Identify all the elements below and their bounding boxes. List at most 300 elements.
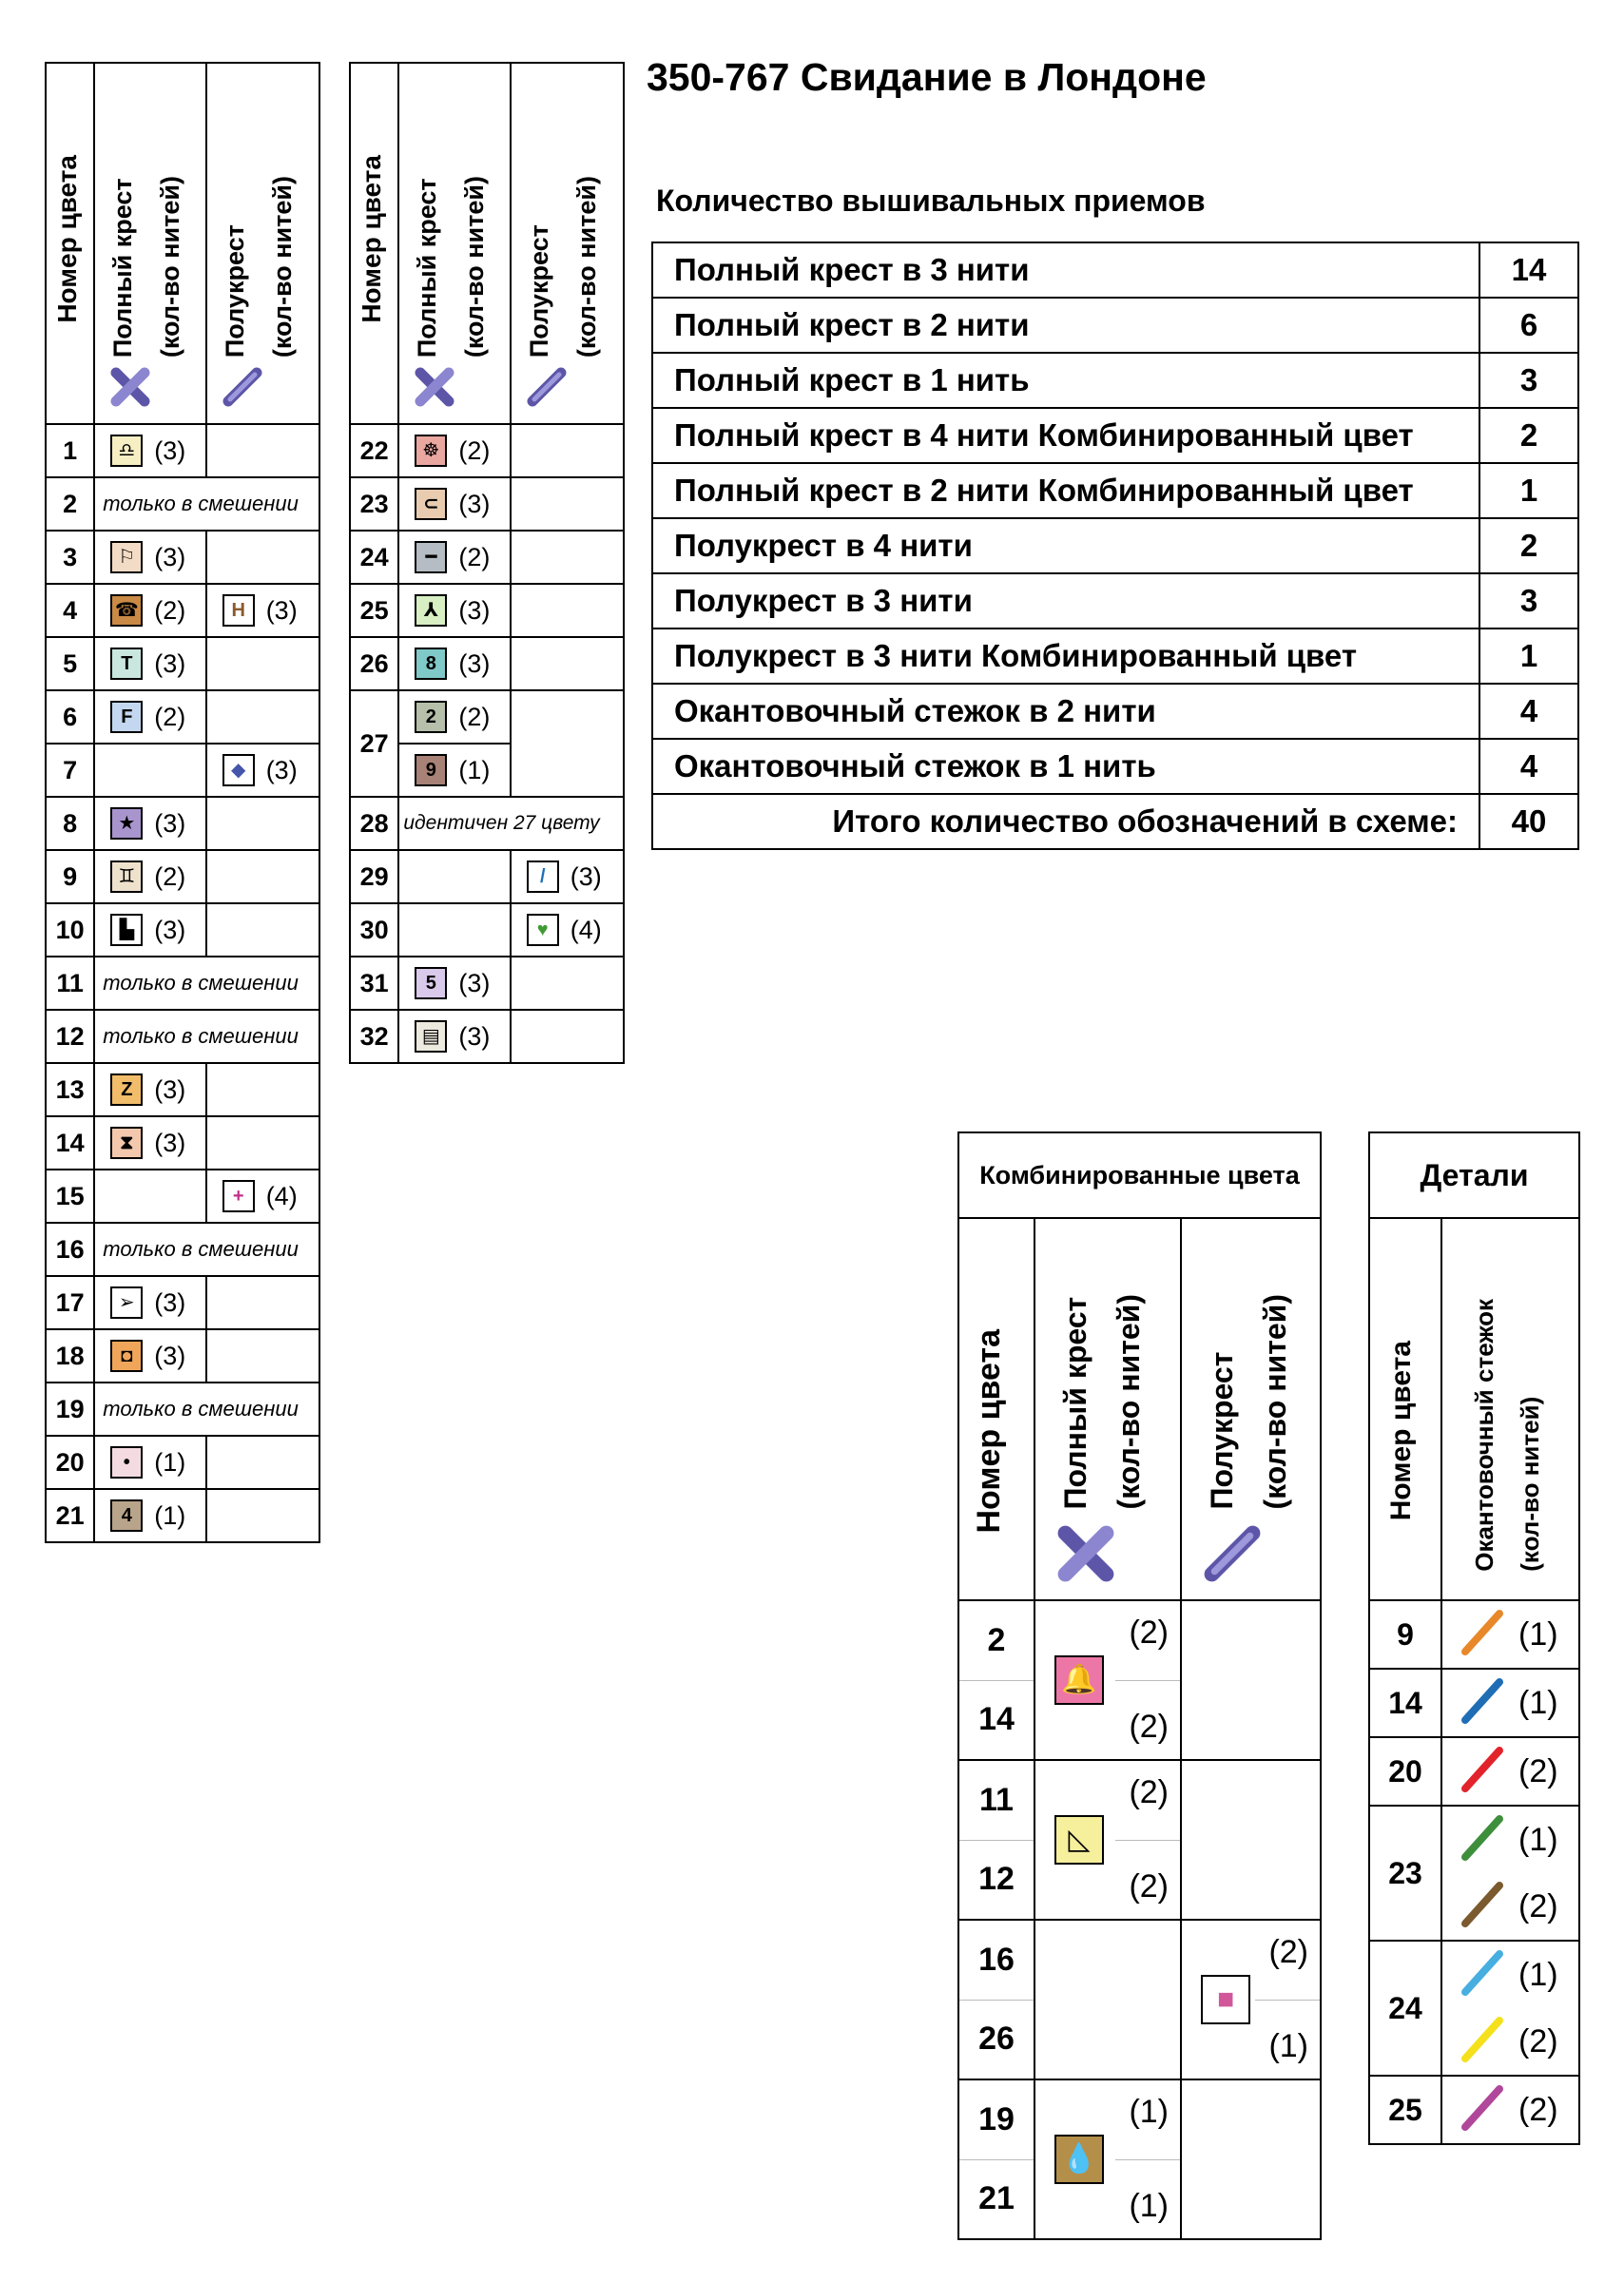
full-cross-text: Полный крест: [108, 178, 138, 358]
technique-label: Полный крест в 1 нить: [652, 353, 1479, 408]
stitch-line-icon: [1456, 1606, 1509, 1664]
half-cross-text: Полукрест: [220, 224, 249, 358]
half-cross-cell: [206, 903, 319, 957]
color-number: 9: [46, 850, 94, 903]
color-row: [46, 1063, 319, 1116]
color-row: [46, 744, 319, 797]
color-number: 14: [958, 1680, 1034, 1760]
combined-symbol: 💧: [1054, 2135, 1104, 2184]
color-number: 16: [46, 1223, 94, 1276]
outline-line: [1442, 1738, 1578, 1805]
combined-row: [958, 1760, 1321, 1840]
detail-row: [1369, 1669, 1579, 1737]
total-value: 40: [1479, 794, 1578, 849]
threads-text: (кол-во нитей): [1516, 1396, 1544, 1572]
color-row: [46, 797, 319, 850]
full-cross-cell: [94, 1116, 205, 1170]
color-number-label: Номер цвета: [52, 155, 82, 323]
symbol-box: ☎: [110, 594, 143, 627]
color-number: 19: [958, 2079, 1034, 2159]
color-row: [46, 1170, 319, 1223]
color-row: [46, 1010, 319, 1063]
color-row: [350, 957, 624, 1010]
symbol-box: ▤: [415, 1020, 447, 1053]
full-cross-combined-cell: [1034, 1760, 1181, 1920]
outline-stitch-cell: [1441, 1737, 1579, 1806]
color-number: 24: [1369, 1941, 1441, 2076]
technique-label: Полный крест в 4 нити Комбинированный цвет: [652, 408, 1479, 463]
combined-symbol: ■: [1201, 1975, 1250, 2024]
thread-count: (1): [1129, 2094, 1169, 2130]
half-cross-cell: [206, 690, 319, 744]
threads-text: (кол-во нитей): [1112, 1293, 1146, 1509]
outline-text: Окантовочный стежок: [1470, 1299, 1498, 1572]
header-row: [46, 63, 319, 424]
count-divider: [1115, 1680, 1180, 1681]
summary-row: [652, 518, 1578, 573]
symbol-box: ━: [415, 541, 447, 573]
half-cross-cell: [511, 1010, 624, 1063]
outline-line: [1442, 1601, 1578, 1668]
symbol-box: ⅄: [415, 594, 447, 627]
threads-text: (кол-во нитей): [156, 175, 185, 358]
half-cross-cell: [511, 957, 624, 1010]
color-number: 14: [1369, 1669, 1441, 1737]
color-number: 28: [350, 797, 398, 850]
color-row: [46, 850, 319, 903]
color-row: [46, 1329, 319, 1383]
full-cross-cell: [398, 1010, 510, 1063]
thread-count: (2): [1518, 2091, 1558, 2128]
technique-count: 6: [1479, 298, 1578, 353]
stitch-line-icon: [1456, 2081, 1509, 2139]
full-cross-cell: [94, 690, 205, 744]
technique-label: Полукрест в 3 нити: [652, 573, 1479, 629]
full-cross-cell: [398, 637, 510, 690]
full-cross-cell: [398, 744, 510, 797]
detail-row: [1369, 1941, 1579, 2076]
outline-line: [1442, 2008, 1578, 2075]
thread-count: (1): [1268, 2028, 1308, 2064]
half-cross-header: [206, 63, 319, 424]
thread-count: (1): [154, 1500, 186, 1530]
color-number: 25: [350, 584, 398, 637]
half-cross-cell: [206, 797, 319, 850]
symbol-box: /: [527, 861, 559, 893]
combined-row: [958, 1920, 1321, 2000]
thread-count: (2): [458, 542, 491, 571]
outline-line: [1442, 1873, 1578, 1940]
details-title-row: [1369, 1132, 1579, 1218]
symbol-box: ♥: [527, 914, 559, 946]
symbol-box: ◘: [110, 1340, 143, 1372]
symbol-box: •: [110, 1446, 143, 1479]
color-number: 2: [958, 1600, 1034, 1680]
technique-count: 1: [1479, 463, 1578, 518]
color-number: 19: [46, 1383, 94, 1436]
full-cross-cell: [94, 424, 205, 477]
half-cross-cell: [206, 850, 319, 903]
empty-cell: [1181, 1600, 1321, 1760]
thread-count: (4): [265, 1181, 298, 1210]
technique-count: 2: [1479, 408, 1578, 463]
thread-count: (3): [154, 542, 186, 571]
full-cross-cell: [94, 637, 205, 690]
thread-count: (3): [265, 595, 298, 625]
color-number: 26: [350, 637, 398, 690]
full-cross-icon: [108, 365, 152, 414]
total-label: Итого количество обозначений в схеме:: [652, 794, 1479, 849]
half-cross-cell: [206, 584, 319, 637]
color-row: [350, 584, 624, 637]
thread-count: (3): [154, 808, 186, 838]
technique-count: 1: [1479, 629, 1578, 684]
color-number-header: [350, 63, 398, 424]
summary-table: [651, 242, 1579, 850]
symbol-box: ☸: [415, 435, 447, 467]
full-cross-cell: [94, 1436, 205, 1489]
half-cross-cell: [206, 744, 319, 797]
symbol-box: H: [222, 594, 255, 627]
color-row: [46, 903, 319, 957]
color-number: 10: [46, 903, 94, 957]
color-number: 21: [958, 2159, 1034, 2239]
half-cross-cell: [206, 1116, 319, 1170]
symbol-box: ⊂: [415, 488, 447, 520]
technique-count: 4: [1479, 684, 1578, 739]
combined-row: [958, 1600, 1321, 1680]
threads-text: (кол-во нитей): [267, 175, 297, 358]
stitch-line-icon: [1456, 1674, 1509, 1732]
color-row: [46, 531, 319, 584]
outline-line: [1442, 1670, 1578, 1736]
outline-line: [1442, 2077, 1578, 2143]
outline-stitch-header: [1441, 1218, 1579, 1600]
full-cross-icon: [1054, 1522, 1117, 1590]
color-row: [46, 690, 319, 744]
full-cross-icon: [413, 365, 456, 414]
detail-row: [1369, 1806, 1579, 1941]
color-number: 15: [46, 1170, 94, 1223]
symbol-box: 8: [415, 648, 447, 680]
full-cross-cell: [398, 690, 510, 744]
half-cross-text: Полукрест: [524, 224, 553, 358]
full-cross-cell: [94, 903, 205, 957]
half-cross-label: [211, 176, 306, 358]
technique-label: Полный крест в 2 нити: [652, 298, 1479, 353]
count-divider: [1115, 2159, 1180, 2160]
technique-count: 14: [1479, 242, 1578, 298]
color-number: 8: [46, 797, 94, 850]
color-number: 18: [46, 1329, 94, 1383]
color-number: 23: [1369, 1806, 1441, 1941]
only-mix-note: только в смешении: [94, 1383, 319, 1436]
color-row: [46, 584, 319, 637]
color-row: [350, 850, 624, 903]
half-cross-cell: [511, 477, 624, 531]
color-number: 32: [350, 1010, 398, 1063]
summary-row: [652, 242, 1578, 298]
color-number: 5: [46, 637, 94, 690]
color-number: 21: [46, 1489, 94, 1542]
full-cross-label: [99, 176, 194, 358]
color-row: [350, 477, 624, 531]
page-title: 350-767 Свидание в Лондоне: [647, 55, 1207, 99]
outline-stitch-cell: [1441, 1669, 1579, 1737]
color-row: [46, 1383, 319, 1436]
summary-row: [652, 463, 1578, 518]
color-number: 12: [46, 1010, 94, 1063]
half-cross-cell: [206, 637, 319, 690]
thread-count: (1): [1518, 1684, 1558, 1721]
symbol-box: ★: [110, 807, 143, 840]
symbol-box: ♎: [110, 435, 143, 467]
half-cross-cell: [206, 1489, 319, 1542]
thread-count: (3): [458, 968, 491, 997]
symbol-box: T: [110, 648, 143, 680]
color-number: 3: [46, 531, 94, 584]
empty-cell: [1034, 1920, 1181, 2079]
thread-count: (1): [154, 1447, 186, 1477]
symbol-box: 5: [415, 967, 447, 999]
only-mix-note: только в смешении: [94, 477, 319, 531]
combined-symbol: ◺: [1054, 1815, 1104, 1865]
technique-label: Полный крест в 2 нити Комбинированный цвет: [652, 463, 1479, 518]
technique-count: 2: [1479, 518, 1578, 573]
color-number: 6: [46, 690, 94, 744]
color-number: 9: [1369, 1600, 1441, 1669]
thread-count: (3): [154, 435, 186, 465]
full-cross-cell: [94, 1276, 205, 1329]
stitch-line-icon: [1456, 1878, 1509, 1936]
half-cross-text: Полукрест: [1205, 1351, 1239, 1509]
half-cross-header: [1181, 1218, 1321, 1600]
combined-row: [958, 2079, 1321, 2159]
color-number: 31: [350, 957, 398, 1010]
summary-row: [652, 629, 1578, 684]
symbol-box: ♊: [110, 861, 143, 893]
thread-count: (2): [1518, 1887, 1558, 1924]
symbol-box: ➢: [110, 1286, 143, 1319]
thread-count: (2): [1518, 2022, 1558, 2060]
thread-count: (2): [154, 702, 186, 731]
technique-label: Окантовочный стежок в 1 нить: [652, 739, 1479, 794]
color-number-header: [46, 63, 94, 424]
empty-cell: [1181, 1760, 1321, 1920]
color-number: 22: [350, 424, 398, 477]
thread-count: (3): [458, 648, 491, 678]
color-number: 14: [46, 1116, 94, 1170]
symbol-box: ▙: [110, 914, 143, 946]
color-row: [46, 637, 319, 690]
thread-count: (2): [458, 435, 491, 465]
stitch-line-icon: [1456, 2013, 1509, 2071]
half-cross-cell: [206, 1276, 319, 1329]
half-cross-label: [515, 176, 610, 358]
count-divider: [1255, 2000, 1320, 2001]
technique-label: Окантовочный стежок в 2 нити: [652, 684, 1479, 739]
color-row: [46, 1276, 319, 1329]
full-cross-cell: [398, 477, 510, 531]
color-number-label: Номер цвета: [971, 1329, 1007, 1534]
only-mix-note: только в смешении: [94, 1223, 319, 1276]
half-cross-icon: [525, 365, 569, 414]
full-cross-cell: [398, 424, 510, 477]
full-cross-cell: [398, 584, 510, 637]
outline-line: [1442, 1807, 1578, 1873]
full-cross-header: [398, 63, 510, 424]
color-number: 23: [350, 477, 398, 531]
symbol-box: 9: [415, 754, 447, 786]
summary-row: [652, 353, 1578, 408]
thread-count: (2): [1129, 1774, 1169, 1810]
identical-note: идентичен 27 цвету: [398, 797, 624, 850]
thread-count: (2): [154, 861, 186, 891]
half-cross-cell: [206, 531, 319, 584]
thread-count: (3): [154, 1128, 186, 1157]
outline-line: [1442, 1942, 1578, 2008]
full-cross-combined-cell: [1034, 2079, 1181, 2239]
thread-count: (4): [570, 915, 602, 944]
color-key-table-2: [349, 62, 625, 1064]
thread-count: (3): [458, 489, 491, 518]
symbol-box: 4: [110, 1499, 143, 1532]
only-mix-note: только в смешении: [94, 1010, 319, 1063]
color-number: 25: [1369, 2076, 1441, 2144]
technique-label: Полукрест в 4 нити: [652, 518, 1479, 573]
half-cross-cell: [206, 1170, 319, 1223]
thread-count: (1): [1518, 1821, 1558, 1858]
color-number: 1: [46, 424, 94, 477]
color-row: [350, 424, 624, 477]
full-cross-cell: [94, 1489, 205, 1542]
color-number: 11: [46, 957, 94, 1010]
thread-count: (2): [154, 595, 186, 625]
half-cross-cell: [206, 1063, 319, 1116]
color-number: 20: [46, 1436, 94, 1489]
technique-count: 3: [1479, 353, 1578, 408]
half-cross-label: [1195, 1294, 1302, 1509]
thread-count: (2): [1129, 1615, 1169, 1651]
color-number-label: Номер цвета: [357, 155, 386, 323]
color-row: [350, 797, 624, 850]
thread-count: (1): [1518, 1615, 1558, 1653]
thread-count: (3): [458, 595, 491, 625]
thread-count: (2): [458, 702, 491, 731]
color-row: [350, 903, 624, 957]
thread-count: (3): [570, 861, 602, 891]
full-cross-cell: [94, 1170, 205, 1223]
symbol-box: ⧗: [110, 1127, 143, 1159]
thread-count: (3): [458, 1021, 491, 1051]
thread-count: (1): [458, 755, 491, 784]
color-row: [46, 1436, 319, 1489]
color-row: [46, 957, 319, 1010]
color-number: 24: [350, 531, 398, 584]
symbol-box: +: [222, 1180, 255, 1212]
thread-count: (1): [1129, 2188, 1169, 2224]
thread-count: (3): [265, 755, 298, 784]
thread-count: (2): [1129, 1868, 1169, 1905]
half-cross-icon: [1201, 1522, 1264, 1590]
summary-row: [652, 573, 1578, 629]
summary-row: [652, 684, 1578, 739]
full-cross-text: Полный крест: [413, 178, 442, 358]
outline-stitch-cell: [1441, 2076, 1579, 2144]
outline-stitch-cell: [1441, 1806, 1579, 1941]
stitch-line-icon: [1456, 1946, 1509, 2004]
full-cross-cell: [94, 1329, 205, 1383]
thread-count: (3): [154, 915, 186, 944]
empty-cell: [1181, 2079, 1321, 2239]
color-number: 13: [46, 1063, 94, 1116]
full-cross-cell: [398, 850, 510, 903]
color-number: 29: [350, 850, 398, 903]
half-cross-cell: [206, 1436, 319, 1489]
half-cross-cell: [511, 850, 624, 903]
full-cross-header: [1034, 1218, 1181, 1600]
color-number: 7: [46, 744, 94, 797]
header-row: [350, 63, 624, 424]
symbol-box: Z: [110, 1073, 143, 1106]
full-cross-cell: [94, 850, 205, 903]
combined-header-row: [958, 1218, 1321, 1600]
color-number: 26: [958, 2000, 1034, 2079]
thread-count: (1): [1518, 1956, 1558, 1993]
detail-row: [1369, 2076, 1579, 2144]
summary-row: [652, 408, 1578, 463]
color-number: 27: [350, 690, 398, 797]
half-cross-cell: [206, 424, 319, 477]
thread-count: (2): [1518, 1752, 1558, 1789]
details-title: Детали: [1369, 1132, 1579, 1218]
stitch-line-icon: [1456, 1743, 1509, 1801]
color-number: 4: [46, 584, 94, 637]
full-cross-cell: [94, 1063, 205, 1116]
threads-text: (кол-во нитей): [1258, 1293, 1292, 1509]
technique-count: 3: [1479, 573, 1578, 629]
details-header-row: [1369, 1218, 1579, 1600]
symbol-box: F: [110, 701, 143, 733]
half-cross-cell: [511, 903, 624, 957]
combined-title: Комбинированные цвета: [958, 1132, 1321, 1218]
half-cross-cell: [206, 1329, 319, 1383]
only-mix-note: только в смешении: [94, 957, 319, 1010]
combined-colors-table: [957, 1131, 1322, 2240]
technique-count: 4: [1479, 739, 1578, 794]
color-row: [46, 477, 319, 531]
color-row: [350, 531, 624, 584]
full-cross-label: [403, 176, 498, 358]
threads-text: (кол-во нитей): [460, 175, 490, 358]
half-cross-cell: [511, 531, 624, 584]
full-cross-header: [94, 63, 205, 424]
summary-row: [652, 739, 1578, 794]
symbol-box: 2: [415, 701, 447, 733]
color-row: [46, 1223, 319, 1276]
half-cross-combined-cell: [1181, 1920, 1321, 2079]
color-number-label: Номер цвета: [1385, 1340, 1417, 1520]
color-number: 12: [958, 1840, 1034, 1920]
full-cross-cell: [94, 744, 205, 797]
color-row: [350, 690, 624, 744]
outline-stitch-label: [1461, 1299, 1553, 1572]
symbol-box: ⚐: [110, 541, 143, 573]
full-cross-cell: [94, 584, 205, 637]
thread-count: (3): [154, 1341, 186, 1370]
thread-count: (2): [1268, 1934, 1308, 1970]
full-cross-text: Полный крест: [1058, 1296, 1092, 1509]
